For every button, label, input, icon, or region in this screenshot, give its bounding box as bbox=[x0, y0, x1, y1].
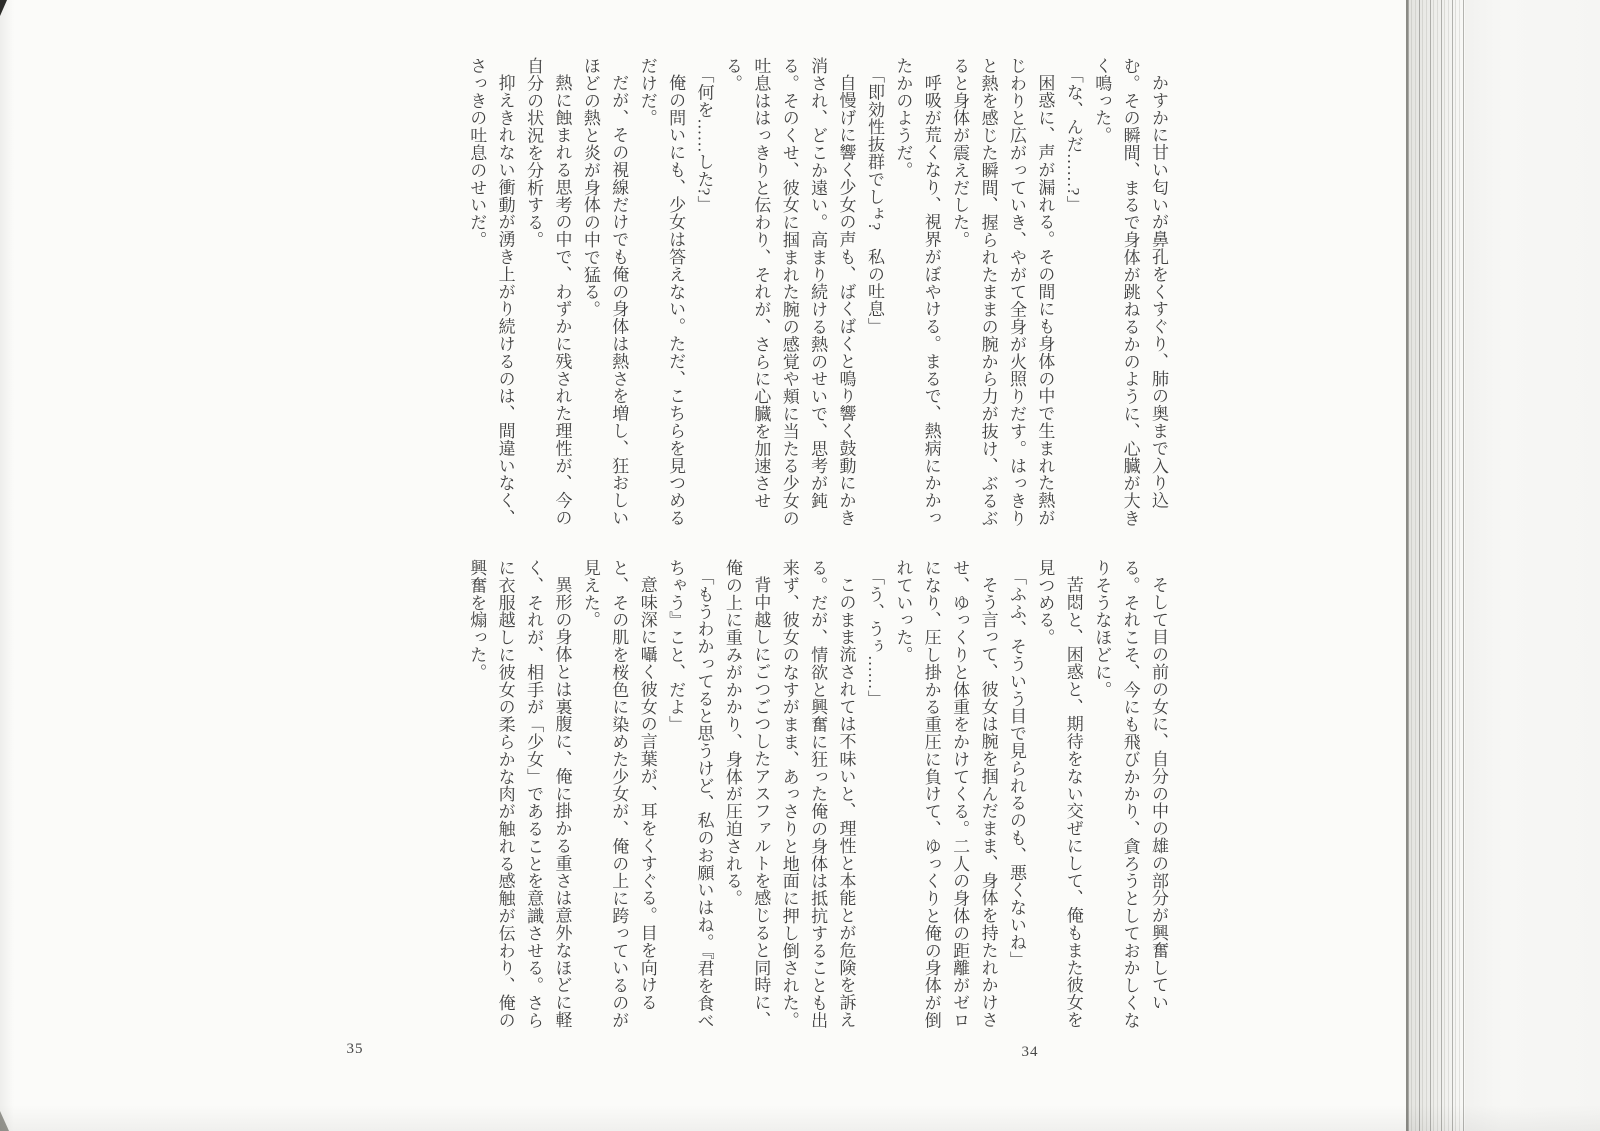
paragraph: このまま流されては不味いと、理性と本能とが危険を訴える。だが、情欲と興奮に狂った俺の身体は抵抗することも出来ず、彼女のなすがまま、あっさりと地面に押し倒された。 bbox=[779, 559, 856, 1029]
paragraph: 俺の問いにも、少女は答えない。ただ、こちらを見つめるだけだ。 bbox=[637, 57, 686, 527]
scan-background bbox=[1463, 0, 1600, 1131]
fore-edge-page-lines bbox=[1406, 0, 1465, 1131]
page-34 bbox=[467, 0, 1410, 1131]
dialogue-line: 「ふふ、そういう目で見られるのも、悪くないね」 bbox=[1006, 568, 1026, 969]
dialogue-line: 「う、うぅ……」 bbox=[864, 568, 884, 708]
dialogue-line: 「何を……した?」 bbox=[694, 66, 714, 214]
paragraph: だが、その視線だけでも俺の身体は熱さを増し、狂おしいほどの熱と炎が身体の中で猛る。 bbox=[580, 57, 629, 527]
paragraph: 抑えきれない衝動が湧き上がり続けるのは、間違いなく、さっきの吐息のせいだ。 bbox=[467, 57, 515, 527]
paragraph: そう言って、彼女は腕を掴んだまま、身体を持たれかけさせ、ゆっくりと体重をかけてくる。二人の身体の距離がゼロになり、圧し掛かる重圧に負けて、ゆっくりと俺の身体が倒れていった。 bbox=[893, 559, 998, 1029]
paragraph: 熱に蝕まれる思考の中で、わずかに残された理性が、今の自分の状況を分析する。 bbox=[524, 57, 572, 527]
page-number-35: 35 bbox=[346, 1041, 364, 1057]
paragraph: 背中越しにごつごつしたアスファルトを感じると同時に、俺の上に重みがかかり、身体が圧迫される。 bbox=[722, 559, 771, 1029]
paragraph: 呼吸が荒くなり、視界がぼやける。まるで、熱病にかかったかのようだ。 bbox=[893, 57, 941, 527]
paragraph: 苦悶と、困惑と、期待をない交ぜにして、俺もまた彼女を見つめる。 bbox=[1035, 559, 1083, 1029]
paragraph: 自慢げに響く少女の声も、ばくばくと鳴り響く鼓動にかき消され、どこか遠い。高まり続ける熱のせいで、思考が鈍る。そのくせ、彼女に掴まれた腕の感覚や頬に当たる少女の吐息ははっきりと伝わり、それが、さらに心臓を加速させる。 bbox=[722, 57, 856, 527]
dialogue-line: 「な、んだ……?」 bbox=[1063, 66, 1083, 214]
paragraph: 意味深に囁く彼女の言葉が、耳をくすぐる。目を向けると、その肌を桜色に染めた少女が、俺の上に跨っているのが見えた。 bbox=[580, 559, 657, 1029]
paragraph: かすかに甘い匂いが鼻孔をくすぐり、肺の奥まで入り込む。その瞬間、まるで身体が跳ねるかのように、心臓が大きく鳴った。 bbox=[1092, 57, 1168, 527]
paragraph: 困惑に、声が漏れる。その間にも身体の中で生まれた熱がじわりと広がっていき、やがて全身が火照りだす。はっきりと熱を感じた瞬間、握られたままの腕から力が抜け、ぶるぶると身体が震えだした。 bbox=[950, 57, 1055, 527]
paragraph: 異形の身体とは裏腹に、俺に掛かる重さは意外なほどに軽く、それが、相手が「少女」であることを意識させる。さらに衣服越しに彼女の柔らかな肉が触れる感触が伝わり、俺の興奮を煽った。 bbox=[467, 559, 572, 1029]
page-number-34: 34 bbox=[1021, 1044, 1039, 1060]
dialogue-line: 「即効性抜群でしょ? 私の吐息」 bbox=[864, 66, 884, 336]
dialogue-line: 「もうわかってると思うけど、私のお願いはね。『君を食べちゃう』こと、だよ」 bbox=[666, 559, 714, 1030]
paragraph: そして目の前の女に、自分の中の雄の部分が興奮している。それこそ、今にも飛びかかり、貪ろうとしておかしくなりそうなほどに。 bbox=[1092, 559, 1168, 1029]
page-35 bbox=[0, 0, 700, 1131]
